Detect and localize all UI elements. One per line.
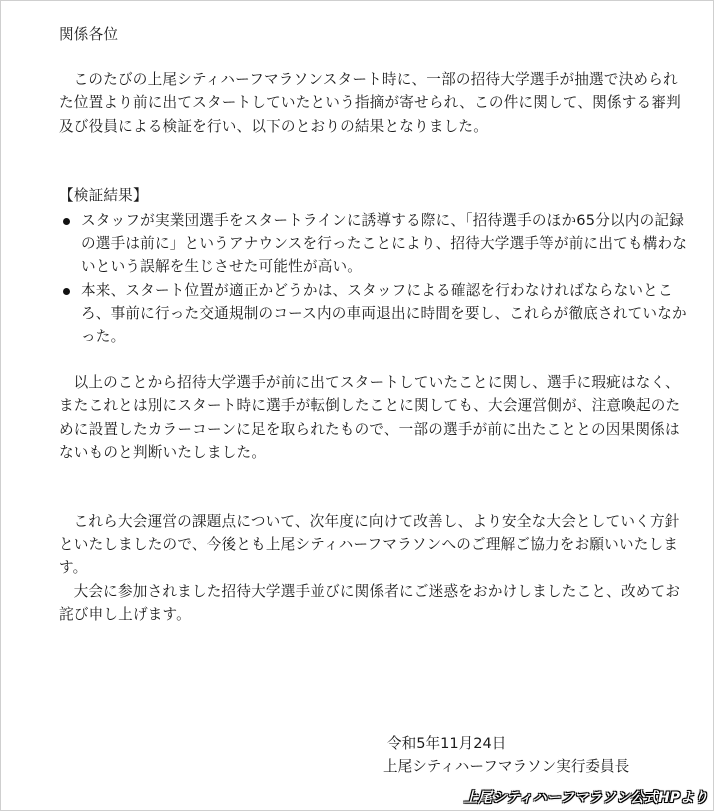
findings-list <box>59 209 689 348</box>
issue-date: 令和5年11月24日 <box>387 735 507 752</box>
improvement-paragraph: これら大会運営の課題点について、次年度に向けて改善し、より安全な大会としていく方針といたしましたので、今後とも上尾シティハーフマラソンへのご理解ご協力をお願いいたします。 <box>59 513 680 577</box>
bullet-icon <box>63 288 70 295</box>
apology-paragraph: 大会に参加されました招待大学選手並びに関係者にご迷惑をおかけしましたこと、改めてお詫び申し上げます。 <box>59 582 681 623</box>
source-credit: 上尾シティハーフマラソン公式HPより <box>463 790 708 806</box>
list-item <box>59 279 689 349</box>
section-heading: 【検証結果】 <box>59 186 148 204</box>
spacer <box>59 464 689 510</box>
list-item <box>59 209 689 279</box>
finding-text: 本来、スタート位置が適正かどうかは、スタッフによる確認を行わなければならないところ、事前に行った交通規制のコース内の車両退出に時間を要し、これらが徹底されていなかった。 <box>81 281 687 346</box>
bullet-icon <box>63 218 70 225</box>
signature-block <box>383 732 629 778</box>
greeting: 関係各位 <box>59 26 119 43</box>
intro-paragraph: このたびの上尾シティハーフマラソンスタート時に、一部の招待大学選手が抽選で決められた位置より前に出てスタートしていたという指摘が寄せられ、この件に関して、関係する審判及び役員による検証を行い、以下のとおりの結果となりました。 <box>59 71 681 135</box>
conclusion-paragraph: 以上のことから招待大学選手が前に出てスタートしていたことに関し、選手に瑕疵はなく、またこれとは別にスタート時に選手が転倒したことに関しても、大会運営側が、注意喚起のために設置したカラーコーンに足を取られたもので、一部の選手が前に出たこととの因果関係はないものと判断いたしました。 <box>59 374 681 461</box>
finding-text: スタッフが実業団選手をスタートラインに誘導する際に、「招待選手のほか65分以内の記録の選手は前に」というアナウンスを行ったことにより、招待大学選手等が前に出ても構わないという誤解を生じさせた可能性が高い。 <box>81 212 688 276</box>
document-body <box>59 23 689 626</box>
signatory: 上尾シティハーフマラソン実行委員長 <box>383 758 630 776</box>
spacer <box>59 348 689 371</box>
spacer <box>59 138 689 184</box>
